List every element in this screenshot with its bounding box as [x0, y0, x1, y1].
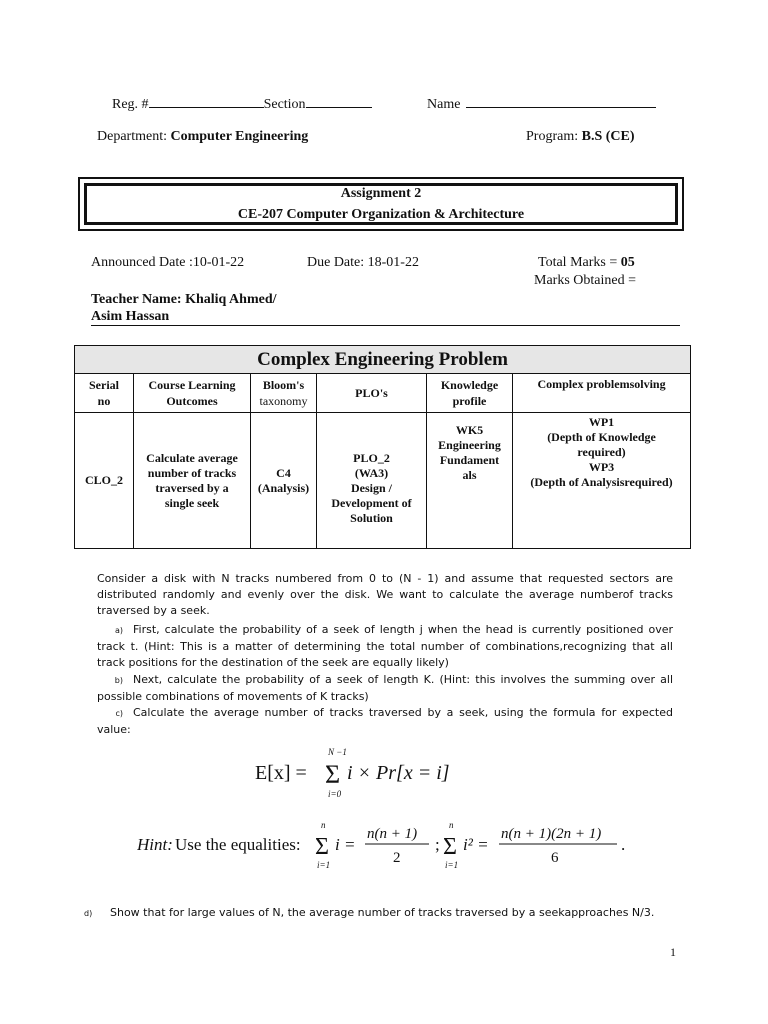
teacher-underline [91, 325, 680, 326]
cell-serial: CLO_2 [75, 413, 134, 549]
sum2-var: i² = [463, 835, 489, 854]
problem-intro: Consider a disk with N tracks numbered from 0 to (N - 1) and assume that requested sectors are distributed randomly and evenly over the disk. We want to calculate the average numberof tracks traversed by a seek. [97, 572, 673, 617]
department-label: Department: [97, 129, 167, 144]
hint-text: Use the equalities: [175, 835, 301, 854]
cell-knowledge: WK5 Engineering Fundament als [427, 413, 513, 549]
header-clo: Course Learning Outcomes [134, 374, 251, 413]
frac2-denominator: 6 [551, 850, 559, 866]
part-a-text: First, calculate the probability of a seek of length j when the head is currently positioned over track t. (Hint: This is a matter of determining the total number of combinations,recognizing that all track positions for the destination of the seek are equally likely) [97, 623, 673, 669]
page-number: 1 [670, 945, 676, 959]
expected-value-formula [255, 745, 455, 800]
hint-label: Hint: [137, 835, 173, 854]
cell-clo: Calculate average number of tracks traversed by a single seek [134, 413, 251, 549]
formula1-sum-upper: N −1 [328, 747, 347, 757]
header-complex: Complex problemsolving [513, 374, 691, 413]
part-a-label: a) [114, 626, 123, 635]
part-d-text: Show that for large values of N, the average number of tracks traversed by a seekapproaches N/3. [110, 906, 655, 919]
formula1-sum-lower: i=0 [328, 789, 342, 799]
formula1-lhs: E[x] = [255, 762, 307, 784]
formula2-period: . [621, 835, 626, 854]
cep-table [74, 345, 691, 549]
name-row [427, 93, 656, 113]
part-c-label: c) [115, 709, 123, 718]
reg-section-row [112, 93, 372, 113]
assignment-title: Assignment 2 [340, 186, 422, 201]
problem-part-c [97, 705, 673, 738]
cep-table-title: Complex Engineering Problem [75, 346, 691, 374]
sum1-sigma: Σ [315, 834, 329, 860]
cell-plo: PLO_2 (WA3) Design / Development of Solution [317, 413, 427, 549]
program-value: B.S (CE) [581, 129, 635, 144]
cell-complex: WP1 (Depth of Knowledge required) WP3 (Depth of Analysisrequired) [513, 413, 691, 549]
cep-table-data-row [75, 413, 691, 549]
department-value: Computer Engineering [170, 129, 309, 144]
header-plo: PLO's [317, 374, 427, 413]
assignment-course: CE-207 Computer Organization & Architecture [237, 207, 525, 222]
total-marks-value: 05 [620, 255, 635, 270]
name-label: Name [427, 97, 461, 112]
part-b-label: b) [114, 676, 123, 685]
department-row [97, 129, 308, 145]
cep-table-header-row [75, 374, 691, 413]
announced-date: Announced Date :10-01-22 [91, 255, 245, 270]
program-row [526, 129, 635, 145]
header-knowledge: Knowledge profile [427, 374, 513, 413]
sum2-lower: i=1 [445, 860, 459, 870]
marks-obtained: Marks Obtained = [534, 273, 636, 288]
problem-part-d [84, 905, 674, 922]
header-blooms: Bloom's taxonomy [251, 374, 317, 413]
formula2-separator: ; [435, 835, 440, 854]
frac2-numerator: n(n + 1)(2n + 1) [501, 826, 602, 842]
part-c-text: Calculate the average number of tracks traversed by a seek, using the formula for expected value: [97, 706, 673, 736]
formula1-rhs: i × Pr[x = i] [347, 762, 450, 784]
reg-label: Reg. # [112, 97, 149, 112]
sum1-lower: i=1 [317, 860, 331, 870]
part-b-text: Next, calculate the probability of a seek of length K. (Hint: this involves the summing over all possible combinations of movements of K tracks) [97, 673, 673, 703]
teacher-name-line1: Teacher Name: Khaliq Ahmed/ [91, 292, 277, 307]
sum1-var: i = [335, 835, 356, 854]
reg-blank[interactable] [149, 93, 264, 108]
section-blank[interactable] [306, 93, 372, 108]
part-d-label: d) [84, 909, 93, 918]
problem-part-a [97, 622, 673, 671]
name-blank[interactable] [466, 93, 656, 108]
formula1-sigma: Σ [325, 760, 341, 789]
hint-equalities-formula [137, 818, 637, 873]
due-date: Due Date: 18-01-22 [307, 255, 419, 270]
problem-part-b [97, 672, 673, 705]
sum2-sigma: Σ [443, 834, 457, 860]
teacher-name-line2: Asim Hassan [91, 309, 170, 324]
sum2-upper: n [449, 820, 454, 830]
section-label: Section [263, 97, 306, 112]
program-label: Program: [526, 129, 579, 144]
frac1-denominator: 2 [393, 850, 401, 866]
frac1-numerator: n(n + 1) [367, 826, 418, 842]
total-marks-label: Total Marks = [538, 255, 621, 270]
header-serial: Serial no [75, 374, 134, 413]
total-marks [538, 255, 635, 271]
cell-blooms: C4 (Analysis) [251, 413, 317, 549]
sum1-upper: n [321, 820, 326, 830]
